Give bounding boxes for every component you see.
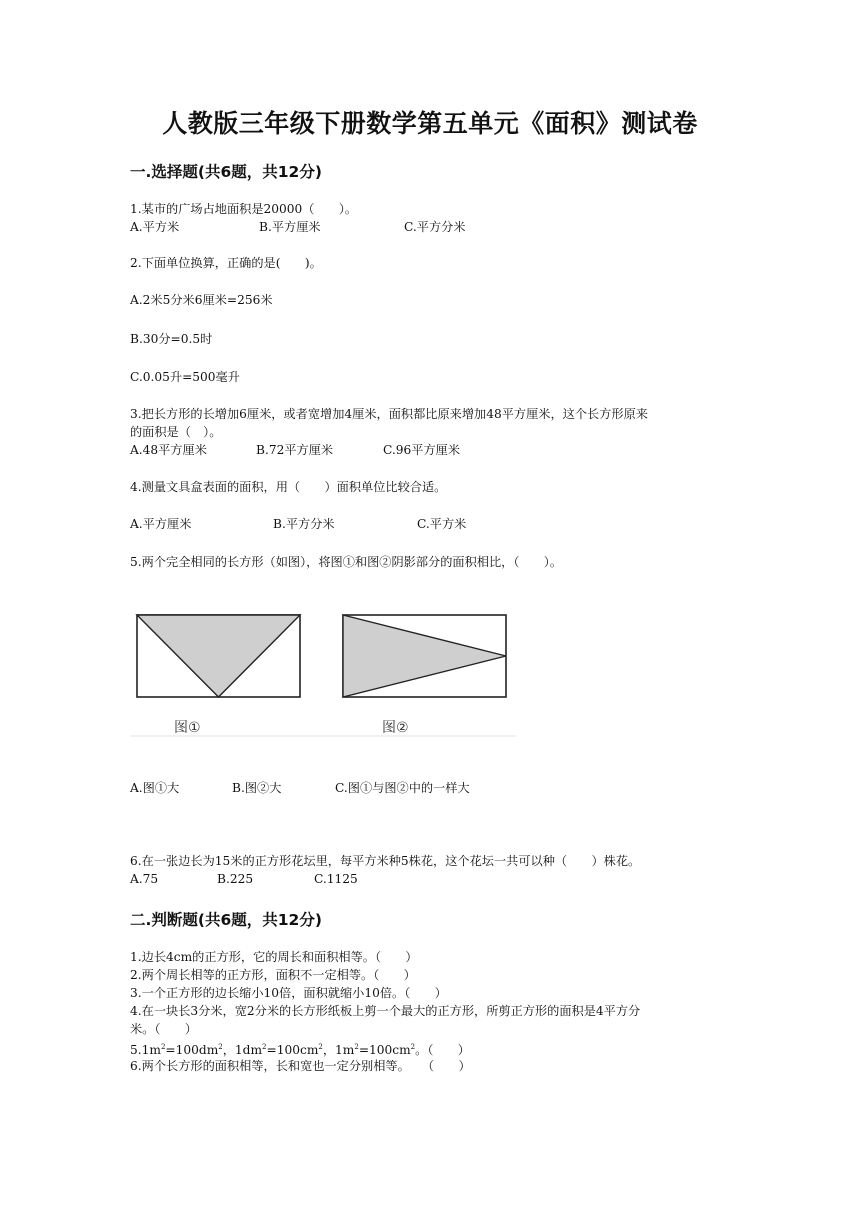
- q3-stem-line2: 的面积是（ ）。: [130, 425, 222, 439]
- judge-item-2: 2.两个周长相等的正方形，面积不一定相等。（ ）: [130, 968, 416, 982]
- q3-option-c: C.96平方厘米: [383, 443, 461, 457]
- q6-option-a: A.75: [130, 872, 159, 886]
- q4-option-c: C.平方米: [417, 517, 467, 531]
- fig2-label: 图②: [382, 720, 409, 736]
- q6-option-c: C.1125: [314, 872, 358, 886]
- q3-option-b: B.72平方厘米: [256, 443, 334, 457]
- q3-option-a: A.48平方厘米: [130, 443, 207, 457]
- q4-option-a: A.平方厘米: [130, 517, 192, 531]
- q4-option-b: B.平方分米: [273, 517, 335, 531]
- judge-item-4-line2: 米。（ ）: [130, 1022, 198, 1036]
- q1-option-a: A.平方米: [130, 220, 180, 234]
- q6-stem: 6.在一张边长为15米的正方形花坛里，每平方米种5株花，这个花坛一共可以种（ ）株花。: [130, 854, 641, 868]
- q2-option-a: A.2米5分米6厘米=256米: [130, 293, 273, 307]
- q4-stem: 4.测量文具盒表面的面积，用（ ）面积单位比较合适。: [130, 480, 447, 494]
- q5-option-b: B.图②大: [232, 781, 282, 795]
- q5-stem: 5.两个完全相同的长方形（如图），将图①和图②阴影部分的面积相比，（ ）。: [130, 555, 563, 569]
- judge-item-5: $5.1m^2=100dm^2$，$1dm^2=100cm^2$，$1m^2=100cm^2$。（ ）: [130, 1043, 470, 1057]
- q5-figure: [130, 600, 520, 740]
- q6-option-b: B.225: [217, 872, 254, 886]
- judge-item-1: 1.边长4cm的正方形，它的周长和面积相等。（ ）: [130, 950, 418, 964]
- q2-stem: 2.下面单位换算，正确的是( )。: [130, 256, 322, 270]
- q2-option-b: B.30分=0.5时: [130, 332, 213, 346]
- judge-item-6: 6.两个长方形的面积相等，长和宽也一定分别相等。 （ ）: [130, 1059, 471, 1073]
- section-heading-choice: 一.选择题(共6题，共12分): [130, 163, 322, 181]
- fig1-label: 图①: [174, 720, 201, 736]
- q1-stem: 1.某市的广场占地面积是20000（ ）。: [130, 202, 358, 216]
- judge-item-3: 3.一个正方形的边长缩小10倍，面积就缩小10倍。（ ）: [130, 986, 447, 1000]
- q5-option-c: C.图①与图②中的一样大: [335, 781, 470, 795]
- q5-option-a: A.图①大: [130, 781, 180, 795]
- q2-option-c: C.0.05升=500毫升: [130, 370, 240, 384]
- q1-option-c: C.平方分米: [404, 220, 466, 234]
- q3-stem-line1: 3.把长方形的长增加6厘米，或者宽增加4厘米，面积都比原来增加48平方厘米，这个长方形原来: [130, 407, 648, 421]
- section-heading-judgement: 二.判断题(共6题，共12分): [130, 911, 322, 929]
- q1-option-b: B.平方厘米: [259, 220, 321, 234]
- judge-item-4-line1: 4.在一块长3分米，宽2分米的长方形纸板上剪一个最大的正方形，所剪正方形的面积是4平方分: [130, 1004, 641, 1018]
- page-title: 人教版三年级下册数学第五单元《面积》测试卷: [162, 109, 698, 138]
